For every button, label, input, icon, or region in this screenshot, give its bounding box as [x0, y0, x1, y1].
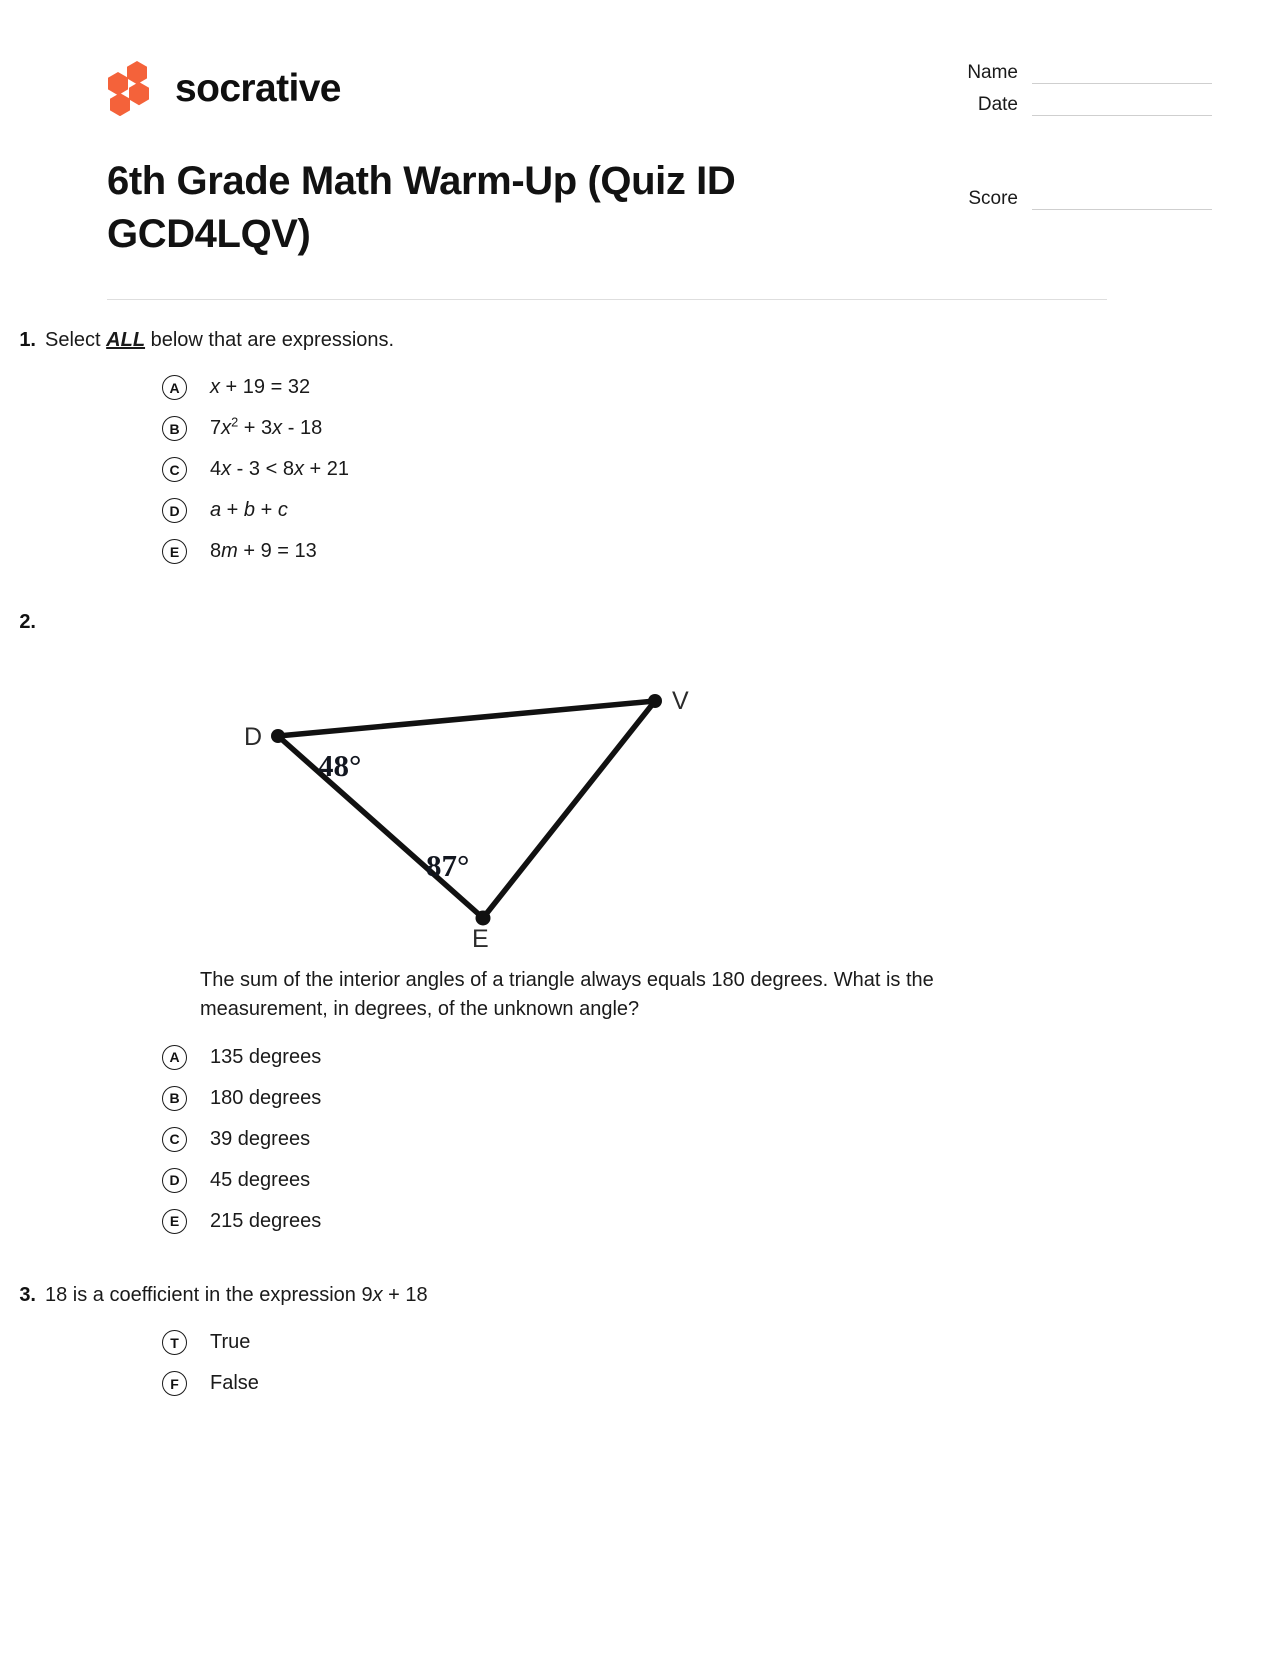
question-3-prompt: 18 is a coefficient in the expression 9x + 18	[45, 1284, 428, 1306]
question-1	[0, 326, 1275, 572]
option-row[interactable]	[0, 367, 1275, 408]
score-field-row	[872, 178, 1212, 210]
score-input[interactable]	[1032, 188, 1212, 210]
question-1-options	[0, 367, 1275, 572]
page-title: 6th Grade Math Warm-Up (Quiz ID GCD4LQV)	[107, 159, 736, 256]
question-2-stem: The sum of the interior angles of a triangle always equals 180 degrees. What is the measurement, in degrees, of the unknown angle?	[200, 969, 934, 1021]
question-2-options	[0, 1037, 1275, 1242]
option-row[interactable]	[0, 449, 1275, 490]
score-label: Score	[968, 188, 1018, 209]
angle-label-87: 87°	[426, 848, 470, 883]
bubble-cell	[0, 1168, 200, 1193]
bubble-cell	[0, 1086, 200, 1111]
option-text-e: 8m + 9 = 13	[210, 540, 317, 562]
question-2	[0, 611, 1275, 1242]
option-bubble-false[interactable]: F	[162, 1371, 187, 1396]
option-text-c: 4x - 3 < 8x + 21	[210, 458, 349, 480]
option-text-a: x + 19 = 32	[210, 376, 311, 398]
angle-label-48: 48°	[318, 748, 362, 783]
student-info-block	[872, 52, 1212, 210]
question-3	[0, 1281, 1275, 1404]
bubble-cell	[0, 498, 200, 523]
date-input[interactable]	[1032, 94, 1212, 116]
bubble-cell	[0, 375, 200, 400]
brand-name: socrative	[175, 66, 341, 110]
option-bubble-a[interactable]: A	[162, 375, 187, 400]
option-bubble-e[interactable]: E	[162, 1209, 187, 1234]
option-row[interactable]	[0, 531, 1275, 572]
question-2-header	[0, 611, 1275, 634]
option-bubble-e[interactable]: E	[162, 539, 187, 564]
option-row[interactable]	[0, 1363, 1275, 1404]
question-1-prompt-before: Select	[45, 329, 107, 351]
header-divider	[107, 299, 1107, 300]
option-text-a: 135 degrees	[210, 1045, 322, 1068]
option-text-d: a + b + c	[210, 499, 288, 521]
option-text-b: $7x^2 + 3x - 18$	[210, 414, 323, 439]
bubble-cell	[0, 1045, 200, 1070]
option-text-true: True	[210, 1331, 251, 1353]
option-text-d: 45 degrees	[210, 1168, 311, 1191]
question-1-prompt-after: below that are expressions.	[145, 329, 395, 351]
option-bubble-b[interactable]: B	[162, 416, 187, 441]
bubble-cell	[0, 1371, 200, 1396]
bubble-cell	[0, 457, 200, 482]
option-bubble-true[interactable]: T	[162, 1330, 187, 1355]
option-text-b: 180 degrees	[210, 1086, 322, 1109]
vertex-label-d: D	[244, 723, 263, 751]
question-3-header	[0, 1281, 1275, 1310]
option-row[interactable]	[0, 1078, 1275, 1119]
option-row[interactable]	[0, 490, 1275, 531]
question-1-prompt-emphasis: ALL	[106, 329, 146, 351]
option-text-c: 39 degrees	[210, 1127, 311, 1150]
option-text-false: False	[210, 1372, 259, 1394]
option-bubble-c[interactable]: C	[162, 1127, 187, 1152]
triangle-figure	[200, 648, 720, 948]
option-row[interactable]	[0, 1201, 1275, 1242]
name-input[interactable]	[1032, 62, 1212, 84]
option-text-e: 215 degrees	[210, 1209, 322, 1232]
question-3-number: 3.	[19, 1284, 36, 1306]
question-3-options	[0, 1322, 1275, 1404]
date-field-row	[872, 84, 1212, 116]
bubble-cell	[0, 1330, 200, 1355]
socrative-hexagon-logo-icon	[107, 60, 159, 116]
question-2-number: 2.	[19, 611, 36, 633]
question-1-prompt	[45, 326, 394, 355]
option-row[interactable]	[0, 1037, 1275, 1078]
triangle-diagram-svg	[200, 648, 700, 948]
option-row[interactable]	[0, 1160, 1275, 1201]
option-bubble-c[interactable]: C	[162, 457, 187, 482]
bubble-cell	[0, 1209, 200, 1234]
bubble-cell	[0, 1127, 200, 1152]
option-bubble-d[interactable]: D	[162, 498, 187, 523]
vertex-dot-v	[648, 694, 662, 708]
option-row[interactable]	[0, 1119, 1275, 1160]
option-row[interactable]	[0, 408, 1275, 449]
option-row[interactable]	[0, 1322, 1275, 1363]
option-bubble-d[interactable]: D	[162, 1168, 187, 1193]
question-1-header	[0, 326, 1275, 355]
brand-lockup	[107, 60, 341, 116]
bubble-cell	[0, 416, 200, 441]
question-1-number: 1.	[19, 329, 36, 351]
option-bubble-b[interactable]: B	[162, 1086, 187, 1111]
vertex-label-v: V	[672, 687, 689, 715]
option-bubble-a[interactable]: A	[162, 1045, 187, 1070]
vertex-label-e: E	[472, 925, 489, 948]
name-field-row	[872, 52, 1212, 84]
date-label: Date	[977, 94, 1018, 115]
vertex-dot-d	[271, 729, 285, 743]
vertex-dot-e	[476, 911, 491, 926]
name-label: Name	[967, 62, 1018, 83]
bubble-cell	[0, 539, 200, 564]
